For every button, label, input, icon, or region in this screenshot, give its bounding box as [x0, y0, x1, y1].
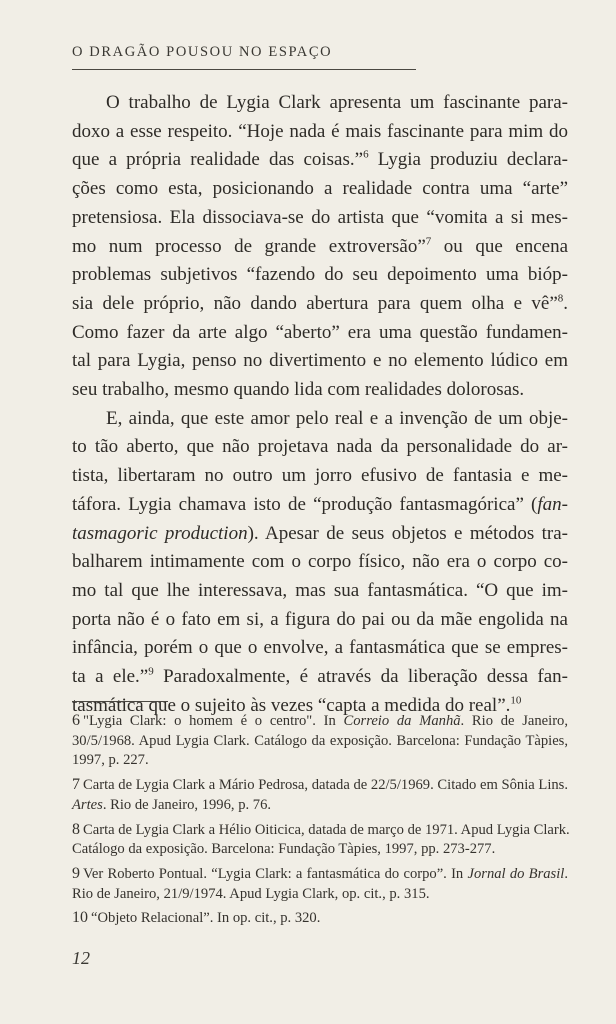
text-run: . — [564, 865, 569, 882]
italic-run: Artes — [72, 796, 103, 813]
text-run: . Rio de Janeiro, — [460, 713, 568, 729]
text-run: “Objeto Relacional”. In op. cit., p. 320. — [91, 910, 321, 927]
footnote-line — [72, 711, 568, 732]
paragraph-2 — [72, 405, 568, 721]
text-line: mo tal que lhe interessava, mas sua fantasmática. “O que im- — [72, 579, 568, 601]
text-run: ta a ele.” — [72, 666, 149, 688]
text-line — [72, 146, 568, 175]
footnote-line — [72, 908, 568, 929]
paragraph-1 — [72, 89, 568, 405]
header-rule — [72, 69, 416, 70]
footnote-line: 1997, p. 227. — [72, 752, 149, 769]
text-run: Lygia produziu declara- — [368, 149, 568, 171]
text-run: ). Apesar de seus objetos e métodos tra- — [247, 522, 568, 544]
text-line — [72, 491, 568, 520]
footnote-line — [72, 796, 568, 816]
footnote-8 — [72, 820, 568, 860]
text-run: que a própria realidade das coisas.” — [72, 149, 364, 171]
text-run: Ver Roberto Pontual. “Lygia Clark: a fantasmática do corpo”. In — [83, 865, 468, 882]
text-line — [72, 663, 568, 692]
footnotes — [72, 711, 568, 933]
footnote-ref-8: 8 — [557, 292, 564, 305]
text-run: Carta de Lygia Clark a Hélio Oiticica, datada de março de 1971. Apud Lygia Clark. — [83, 821, 570, 838]
footnote-number: 7 — [72, 776, 80, 794]
footnote-line — [72, 864, 568, 885]
footnote-number: 10 — [72, 909, 88, 927]
text-line: porta não é o fato em si, a figura do pai ou da mãe engolida na — [72, 608, 568, 630]
footnote-ref-10: 10 — [510, 694, 522, 707]
text-run: Carta de Lygia Clark a Mário Pedrosa, datada de 22/5/1969. Citado em Sônia Lins. — [83, 777, 568, 794]
italic-run: tasmagoric production — [72, 522, 248, 544]
text-line: problemas subjetivos “fazendo do seu depoimento uma bióp- — [72, 264, 568, 286]
text-line — [72, 290, 568, 319]
page-number: 12 — [72, 948, 90, 968]
text-run: Paradoxalmente, é através da liberação dessa fan- — [153, 666, 568, 688]
italic-run: Jornal do Brasil — [467, 865, 565, 882]
footnote-line: Rio de Janeiro, 21/9/1974. Apud Lygia Clark, op. cit., p. 315. — [72, 885, 430, 902]
footnote-ref-6: 6 — [363, 149, 369, 162]
text-line: O trabalho de Lygia Clark apresenta um fascinante para- — [106, 92, 568, 113]
footnote-number: 6 — [72, 712, 80, 729]
footnote-line: Catálogo da exposição. Barcelona: Fundação Tàpies, 1997, pp. 273-277. — [72, 841, 496, 858]
text-run: sia dele próprio, não dando abertura para quem olha e vê” — [72, 292, 558, 314]
text-line — [72, 233, 568, 262]
footnote-10 — [72, 908, 568, 929]
text-line: E, ainda, que este amor pelo real e a invenção de um obje- — [106, 407, 568, 429]
italic-run: Correio da Manhã — [343, 713, 461, 729]
footnote-line: 30/5/1968. Apud Lygia Clark. Catálogo da exposição. Barcelona: Fundação Tàpies, — [72, 732, 568, 749]
text-run: táfora. Lygia chamava isto de “produção fantasmagórica” ( — [72, 493, 538, 515]
footnote-ref-7: 7 — [425, 235, 432, 248]
text-run: "Lygia Clark: o homem é o centro". In — [83, 713, 344, 729]
italic-run: fan- — [537, 493, 568, 515]
footnote-7 — [72, 775, 568, 815]
footnote-rule — [72, 701, 168, 702]
text-line: balharem intimamente com o corpo físico, não era o corpo co- — [72, 551, 568, 573]
text-run: . Rio de Janeiro, 1996, p. 76. — [102, 796, 272, 813]
text-run: ou que encena — [431, 235, 568, 257]
footnote-number: 8 — [72, 820, 80, 838]
text-line: ções como esta, posicionando a realidade contra uma “arte” — [72, 178, 568, 200]
footnote-number: 9 — [72, 864, 80, 882]
text-line: infância, porém o que o envolve, a fantasmática que se empres- — [72, 637, 568, 659]
text-run: . — [563, 292, 568, 314]
text-line: Como fazer da arte algo “aberto” era uma questão fundamen- — [72, 321, 568, 343]
running-head: O DRAGÃO POUSOU NO ESPAÇO — [72, 44, 333, 60]
main-text — [72, 89, 568, 720]
text-line: doxo a esse respeito. “Hoje nada é mais fascinante para mim do — [72, 120, 568, 142]
footnote-line — [72, 775, 568, 796]
text-run: mo num processo de grande extroversão” — [72, 235, 426, 257]
footnote-line — [72, 820, 568, 841]
footnote-6 — [72, 711, 568, 771]
text-line: seu trabalho, mesmo quando lida com realidades dolorosas. — [72, 379, 525, 401]
footnote-ref-9: 9 — [148, 665, 154, 678]
text-line — [72, 520, 568, 549]
text-line: pretensiosa. Ela dissociava-se do artista que “vomita a si mes- — [72, 206, 568, 228]
text-line: tal para Lygia, penso no divertimento e no elemento lúdico em — [72, 350, 568, 372]
text-run: tasmática que o sujeito às vezes “capta a medida do real”. — [72, 694, 511, 716]
footnote-9 — [72, 864, 568, 904]
text-line: to tão aberto, que não projetava nada da personalidade do ar- — [72, 436, 568, 458]
text-line: tista, libertaram no outro um jorro efusivo de fantasia e me- — [72, 465, 568, 487]
